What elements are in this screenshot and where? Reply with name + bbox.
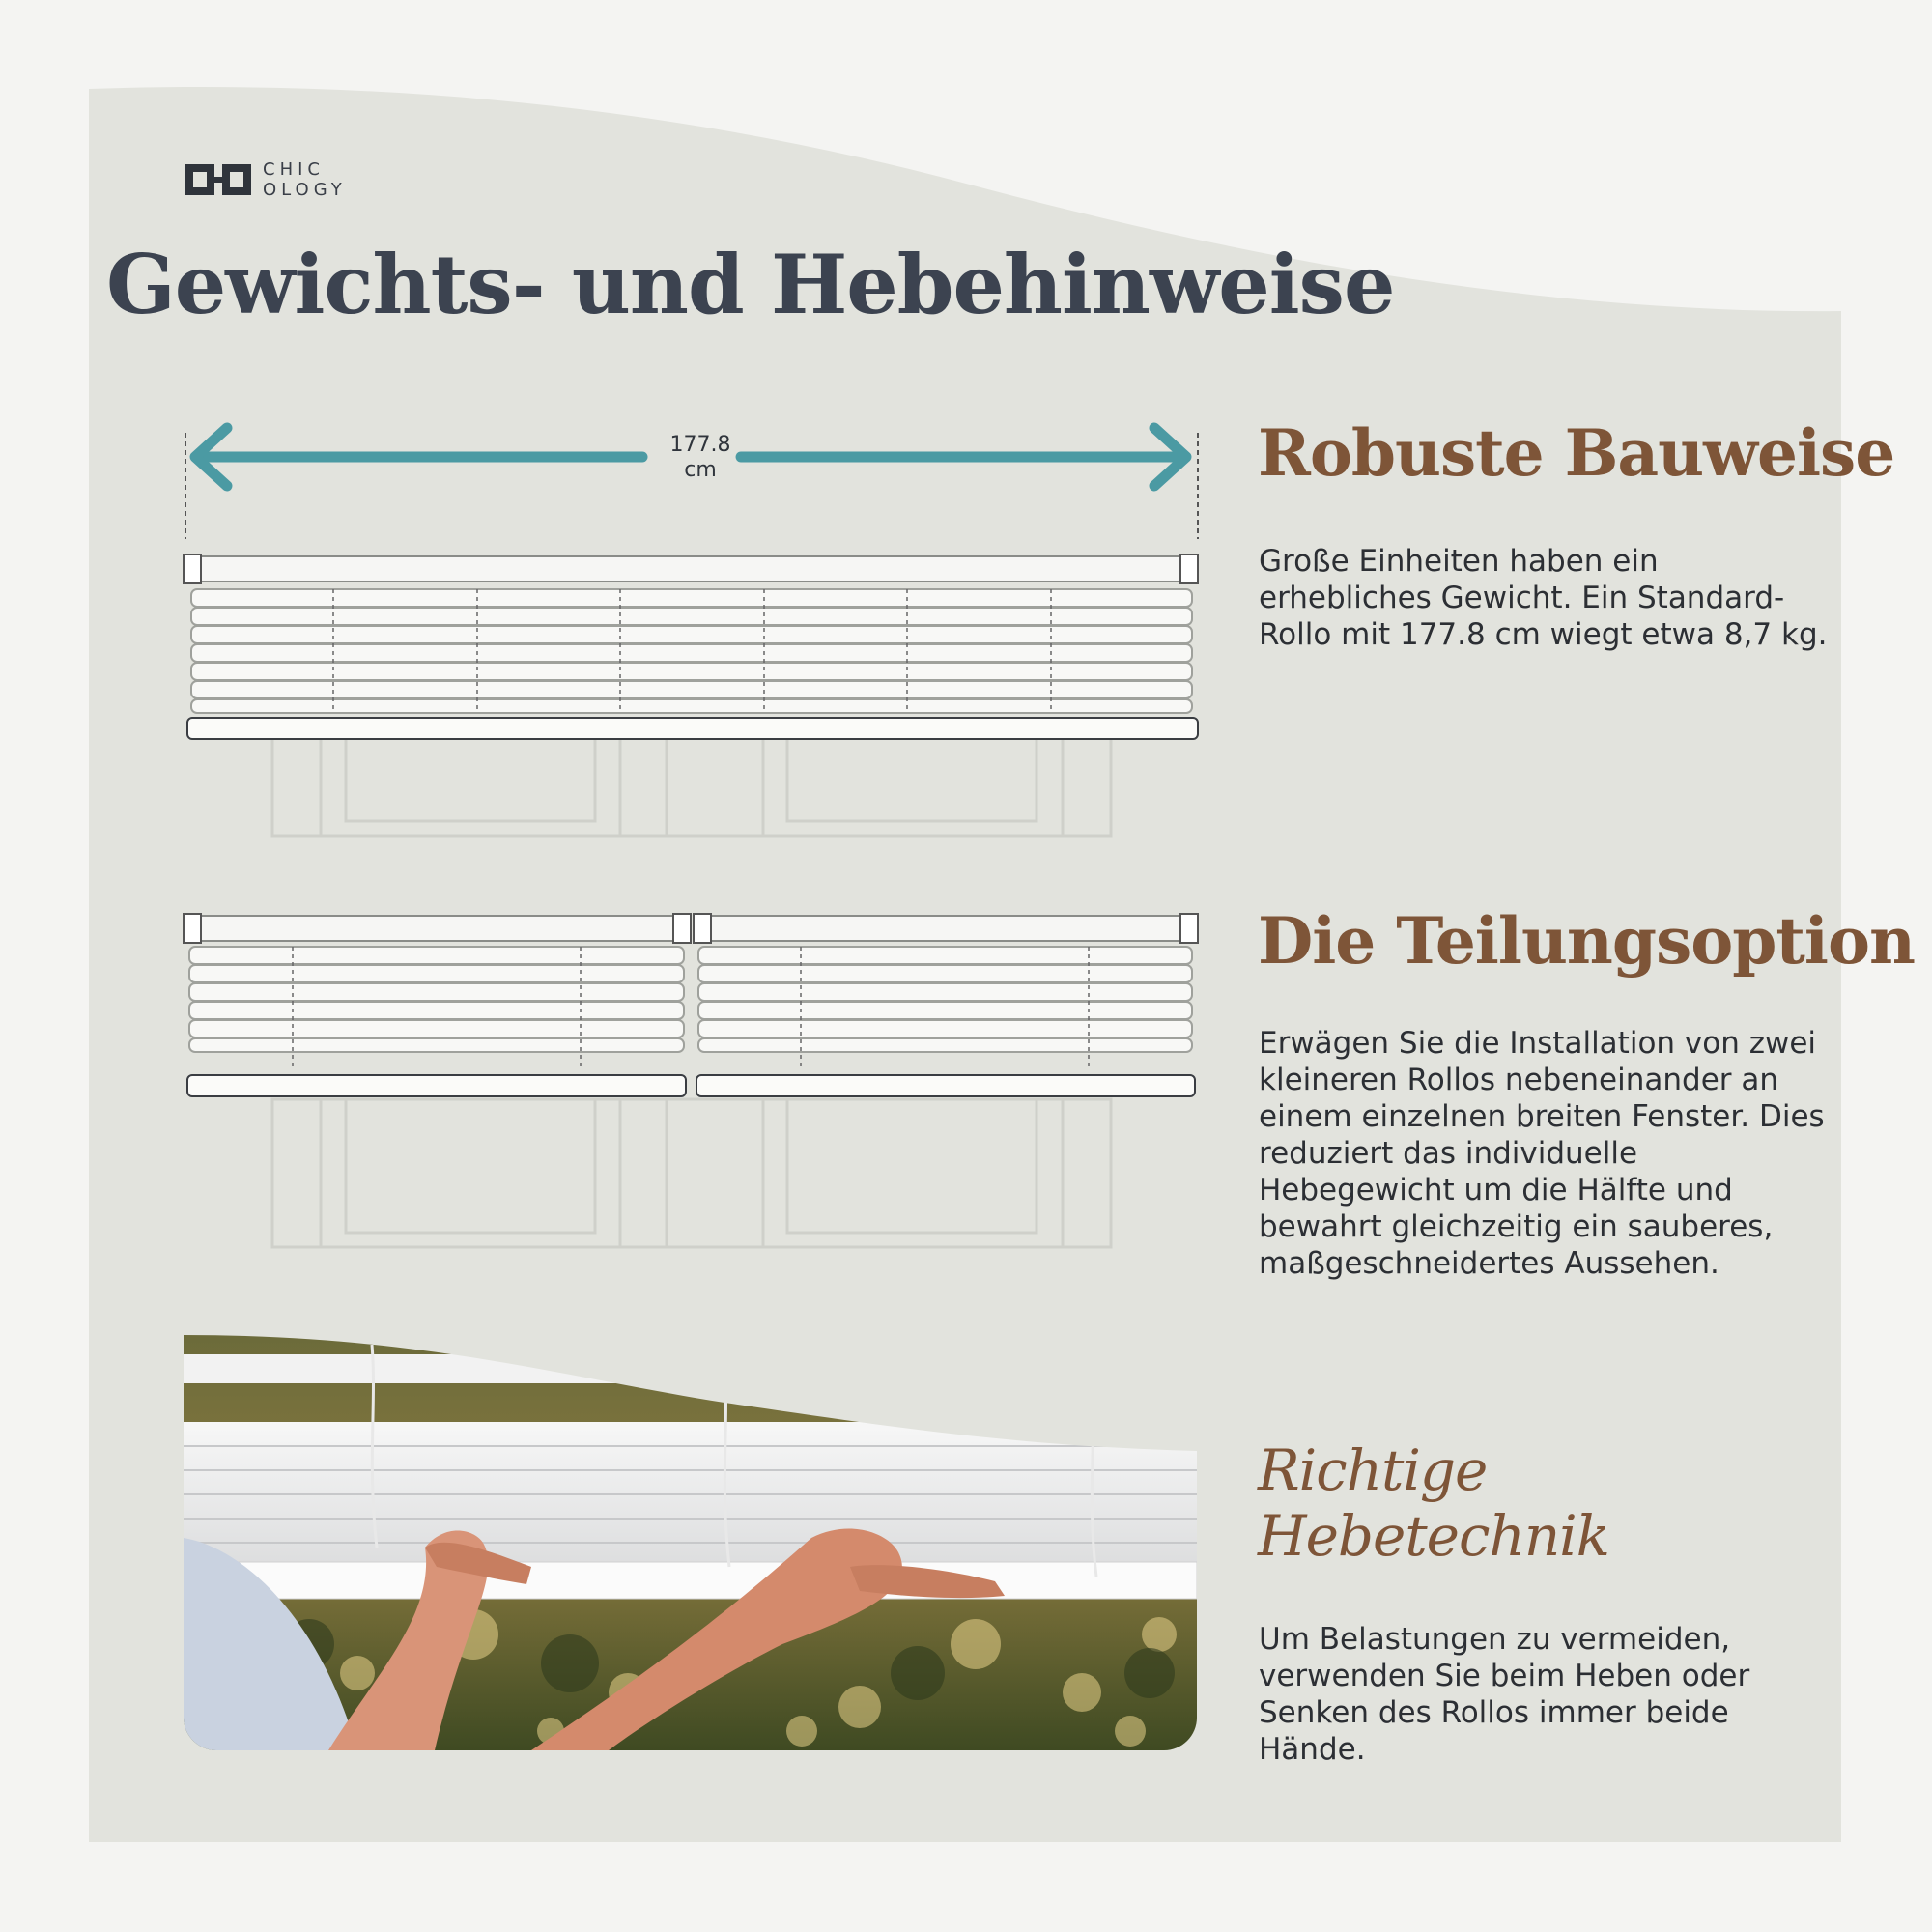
window-frame-2 (272, 1099, 1111, 1247)
section-body-split: Erwägen Sie die Installation von zwei kleineren Rollos nebeneinander an einem einzelnen breiten Fenster. Dies reduziert das individuelle Hebegewicht um die Hälfte und bewahrt gleichzeitig ein sauberes, maßgeschneidertes Aussehen. (1259, 1026, 1825, 1281)
section-title-split: Die Teilungsoption (1258, 903, 1915, 979)
window-frame-1 (272, 734, 1111, 836)
width-value: 177.8 (669, 433, 731, 457)
brand-line-2: OLOGY (263, 180, 347, 200)
width-unit: cm (684, 458, 717, 482)
split-blind-left (184, 914, 691, 1096)
split-blind-right (694, 914, 1198, 1096)
page-title: Gewichts- und Hebehinweise (106, 237, 1395, 332)
single-wide-blind (184, 554, 1198, 739)
section-title-lifting: Richtige Hebetechnik (1258, 1437, 1609, 1569)
section-body-lifting: Um Belastungen zu vermeiden, verwenden Sie beim Heben oder Senken des Rollos immer beide Hände. (1259, 1622, 1750, 1767)
width-measurement-label (657, 433, 744, 483)
lifting-photo (184, 1325, 1197, 1750)
brand-line-1: CHIC (263, 159, 325, 180)
lifting-photo-drawing (184, 1325, 1197, 1750)
section-body-robust: Große Einheiten haben ein erhebliches Gewicht. Ein Standard-Rollo mit 177.8 cm wiegt etwa 8,7 kg. (1259, 544, 1828, 652)
section-title-robust: Robuste Bauweise (1258, 415, 1895, 491)
